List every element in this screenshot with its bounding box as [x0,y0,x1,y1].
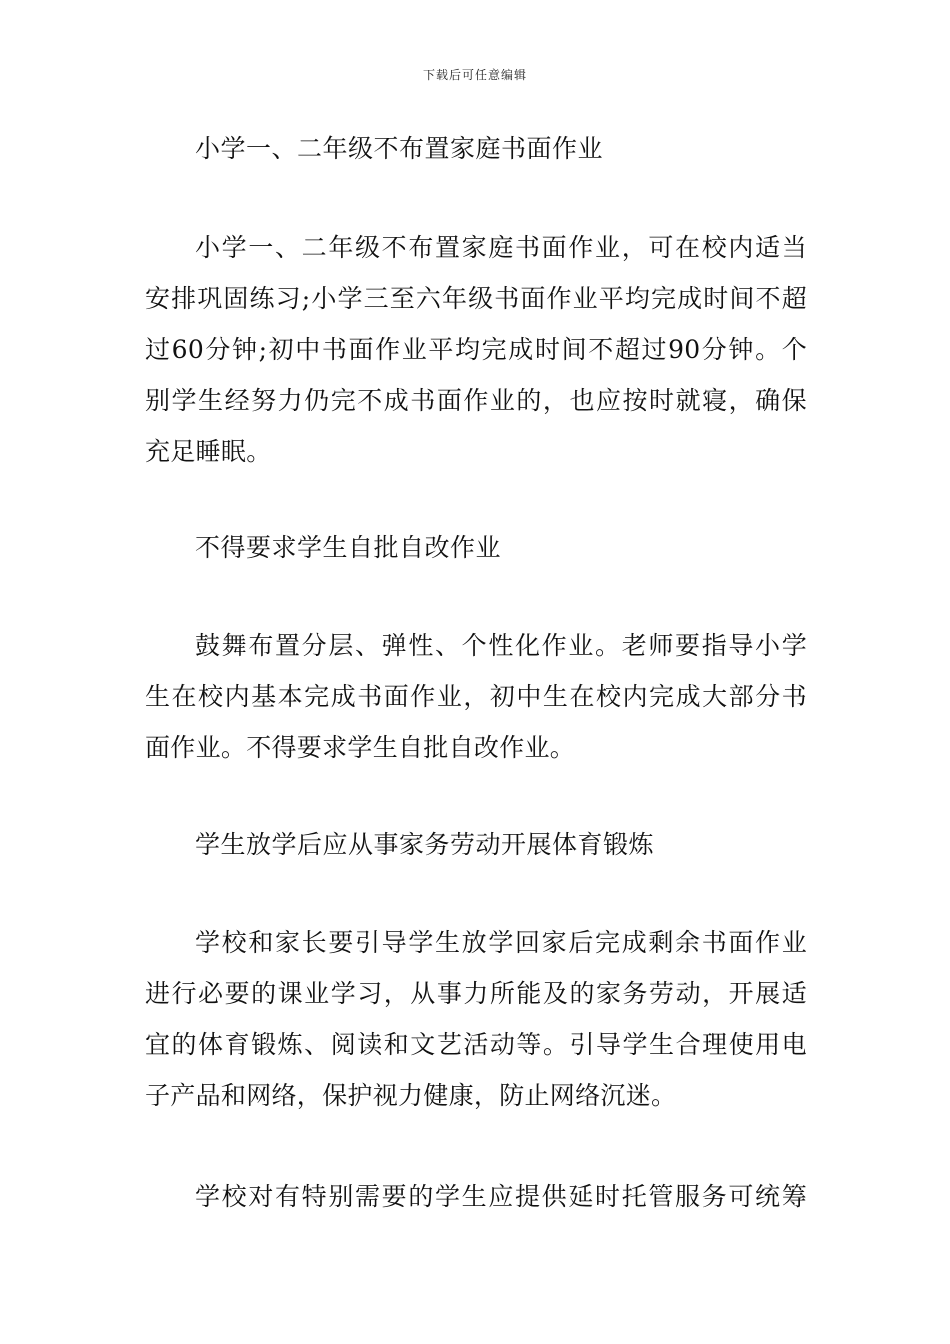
section-paragraph [145,917,807,1121]
header-note: 下载后可任意编辑 [422,68,527,82]
paragraph-line: 安排巩固练习;小学三至六年级书面作业平均完成时间不超 [145,284,807,313]
section-heading: 小学一、二年级不布置家庭书面作业 [195,134,604,163]
paragraph-line: 进行必要的课业学习，从事力所能及的家务劳动，开展适 [145,979,807,1008]
paragraph-line: 子产品和网络，保护视力健康，防止网络沉迷。 [145,1081,677,1110]
paragraph-line: 面作业。不得要求学生自批自改作业。 [145,733,576,762]
section-paragraph [145,1171,807,1222]
section-heading: 不得要求学生自批自改作业 [195,533,502,562]
paragraph-line: 别学生经努力仍完不成书面作业的，也应按时就寝，确保 [145,386,807,415]
paragraph-line: 充足睡眠。 [145,437,272,466]
paragraph-line: 鼓舞布置分层、弹性、个性化作业。老师要指导小学 [195,631,807,660]
section-paragraph [145,222,807,477]
section-paragraph [145,620,807,773]
paragraph-line: 学校对有特别需要的学生应提供延时托管服务可统筹 [195,1182,807,1211]
paragraph-line: 学校和家长要引导学生放学回家后完成剩余书面作业 [195,928,807,957]
paragraph-line: 生在校内基本完成书面作业，初中生在校内完成大部分书 [145,682,807,711]
paragraph-line: 宜的体育锻炼、阅读和文艺活动等。引导学生合理使用电 [145,1030,807,1059]
section-heading: 学生放学后应从事家务劳动开展体育锻炼 [195,830,655,859]
paragraph-line: 过60分钟;初中书面作业平均完成时间不超过90分钟。个 [145,335,807,364]
paragraph-line: 小学一、二年级不布置家庭书面作业，可在校内适当 [195,233,807,262]
